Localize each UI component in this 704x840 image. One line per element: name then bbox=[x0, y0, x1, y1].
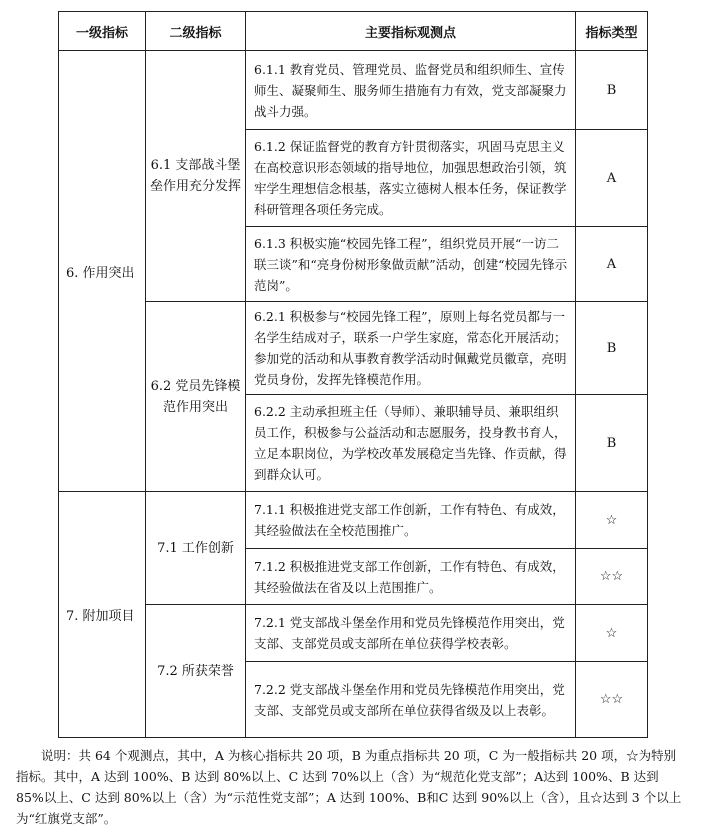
type-cell: ☆ bbox=[576, 492, 648, 549]
explanation-note: 说明：共 64 个观测点，其中，A 为核心指标共 20 项，B 为重点指标共 20 项，C 为一般指标共 20 项，☆为特别指标。其中，A 达到 100%、B 达到 80%以上、C 达到 70%以上（含）为“规范化党支部”；A达到 100%、B 达到 85%以上、C 达到 80%以上（含）为“示范性党支部”；A 达到 100%、B和C 达到 90%以上（含），且☆达到 3 个以上为“红旗党支部”。 bbox=[16, 748, 682, 826]
level2-cell: 6.1 支部战斗堡垒作用充分发挥 bbox=[146, 51, 246, 302]
observation-cell: 7.1.1 积极推进党支部工作创新，工作有特色、有成效，其经验做法在全校范围推广。 bbox=[246, 492, 576, 549]
observation-cell: 6.1.1 教育党员、管理党员、监督党员和组织师生、宣传师生、凝聚师生、服务师生措施有力有效，党支部凝聚力战斗力强。 bbox=[246, 51, 576, 130]
type-cell: ☆☆ bbox=[576, 549, 648, 605]
level1-cell: 7. 附加项目 bbox=[59, 492, 146, 738]
table-row bbox=[59, 492, 648, 549]
observation-cell: 6.2.2 主动承担班主任（导师）、兼职辅导员、兼职组织员工作，积极参与公益活动和志愿服务，投身教书育人，立足本职岗位，为学校改革发展稳定当先锋、作贡献，得到群众认可。 bbox=[246, 395, 576, 492]
observation-cell: 6.1.3 积极实施“校园先锋工程”，组织党员开展“一访二联三谈”和“亮身份树形象做贡献”活动，创建“校园先锋示范岗”。 bbox=[246, 227, 576, 302]
level2-cell: 6.2 党员先锋模范作用突出 bbox=[146, 302, 246, 492]
header-type: 指标类型 bbox=[576, 12, 648, 51]
type-cell: ☆ bbox=[576, 605, 648, 662]
table-row bbox=[59, 605, 648, 662]
type-cell: B bbox=[576, 302, 648, 395]
level2-cell: 7.1 工作创新 bbox=[146, 492, 246, 605]
observation-cell: 7.1.2 积极推进党支部工作创新，工作有特色、有成效，其经验做法在省及以上范围推广。 bbox=[246, 549, 576, 605]
table-row bbox=[59, 51, 648, 130]
indicator-table-wrapper bbox=[58, 11, 648, 738]
observation-cell: 7.2.1 党支部战斗堡垒作用和党员先锋模范作用突出，党支部、支部党员或支部所在单位获得学校表彰。 bbox=[246, 605, 576, 662]
type-cell: ☆☆ bbox=[576, 662, 648, 738]
type-cell: A bbox=[576, 130, 648, 227]
header-level1: 一级指标 bbox=[59, 12, 146, 51]
table-header-row bbox=[59, 12, 648, 51]
level2-cell: 7.2 所获荣誉 bbox=[146, 605, 246, 738]
header-points: 主要指标观测点 bbox=[246, 12, 576, 51]
table-row bbox=[59, 302, 648, 395]
observation-cell: 7.2.2 党支部战斗堡垒作用和党员先锋模范作用突出，党支部、支部党员或支部所在单位获得省级及以上表彰。 bbox=[246, 662, 576, 738]
type-cell: B bbox=[576, 51, 648, 130]
observation-cell: 6.2.1 积极参与“校园先锋工程”，原则上每名党员都与一名学生结成对子，联系一户学生家庭，常态化开展活动；参加党的活动和从事教育教学活动时佩戴党员徽章，亮明党员身份，发挥先锋模范作用。 bbox=[246, 302, 576, 395]
level1-cell: 6. 作用突出 bbox=[59, 51, 146, 492]
type-cell: B bbox=[576, 395, 648, 492]
indicator-table bbox=[58, 11, 648, 738]
type-cell: A bbox=[576, 227, 648, 302]
observation-cell: 6.1.2 保证监督党的教育方针贯彻落实，巩固马克思主义在高校意识形态领域的指导地位，加强思想政治引领，筑牢学生理想信念根基，落实立德树人根本任务，保证教学科研管理各项任务完成。 bbox=[246, 130, 576, 227]
header-level2: 二级指标 bbox=[146, 12, 246, 51]
